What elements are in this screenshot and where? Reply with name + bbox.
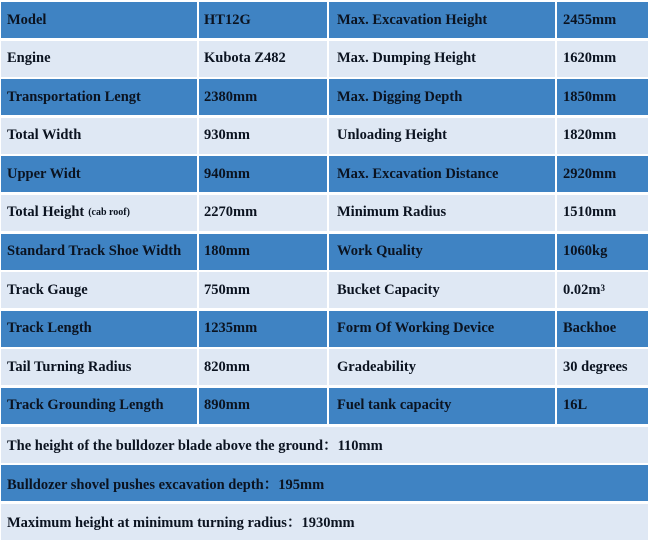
note-text: The height of the bulldozer blade above the ground：110mm <box>7 438 383 455</box>
spec-value: 180mm <box>199 234 329 270</box>
spec-label: Unloading Height <box>329 118 557 154</box>
note-text: Maximum height at minimum turning radius：1930mm <box>7 515 355 532</box>
note-text: Bulldozer shovel pushes excavation depth：195mm <box>7 476 325 493</box>
spec-value: HT12G <box>199 2 329 38</box>
spec-label: Total Height <box>7 204 85 221</box>
spec-value: 1235mm <box>199 311 329 347</box>
spec-label: Transportation Lengt <box>1 79 199 115</box>
note-row-blade-height <box>1 427 648 463</box>
spec-value-cell <box>557 272 648 308</box>
spec-row-track-shoe-width <box>1 234 648 270</box>
spec-label: Max. Excavation Distance <box>329 156 557 192</box>
spec-label-note: (cab roof) <box>88 207 130 219</box>
spec-value: 30 degrees <box>563 358 628 375</box>
spec-label: Upper Widt <box>1 156 199 192</box>
spec-value: 930mm <box>199 118 329 154</box>
spec-label: Track Gauge <box>1 272 199 308</box>
spec-label: Standard Track Shoe Width <box>1 234 199 270</box>
spec-value: 2455mm <box>563 11 617 28</box>
spec-label: Tail Turning Radius <box>1 349 199 385</box>
spec-label: Max. Dumping Height <box>329 41 557 77</box>
spec-label: Model <box>1 2 199 38</box>
spec-label: Engine <box>1 41 199 77</box>
spec-label: Max. Excavation Height <box>329 2 557 38</box>
spec-row-tail-turning-radius <box>1 349 648 385</box>
spec-value: 1620mm <box>563 50 617 67</box>
note-row-max-height-turning <box>1 504 648 540</box>
spec-row-total-height <box>1 195 648 231</box>
spec-row-engine <box>1 41 648 77</box>
spec-row-transportation-length <box>1 79 648 115</box>
spec-value: Backhoe <box>563 320 617 337</box>
spec-value: 890mm <box>199 388 329 424</box>
spec-value: 2270mm <box>199 195 329 231</box>
spec-label-cell <box>1 195 199 231</box>
spec-label: Track Length <box>1 311 199 347</box>
spec-table <box>1 2 648 542</box>
spec-label: Track Grounding Length <box>1 388 199 424</box>
spec-value: 1820mm <box>563 127 617 144</box>
spec-value: Kubota Z482 <box>199 41 329 77</box>
superscript: 3 <box>600 283 605 294</box>
spec-label: Total Width <box>1 118 199 154</box>
spec-label: Max. Digging Depth <box>329 79 557 115</box>
spec-label: Bucket Capacity <box>329 272 557 308</box>
note-row-excavation-depth <box>1 465 648 501</box>
spec-value: 1060kg <box>563 243 608 260</box>
spec-label: Gradeability <box>329 349 557 385</box>
spec-value: 1510mm <box>563 204 617 221</box>
spec-value: 820mm <box>199 349 329 385</box>
spec-value: 0.02m <box>563 281 601 298</box>
spec-value: 940mm <box>199 156 329 192</box>
spec-row-total-width <box>1 118 648 154</box>
spec-value: 750mm <box>199 272 329 308</box>
spec-value: 1850mm <box>563 88 617 105</box>
spec-value: 2380mm <box>199 79 329 115</box>
spec-value: 2920mm <box>563 165 617 182</box>
spec-row-track-gauge <box>1 272 648 308</box>
spec-value: 16L <box>563 397 588 414</box>
spec-label: Form Of Working Device <box>329 311 557 347</box>
spec-label: Work Quality <box>329 234 557 270</box>
spec-label: Fuel tank capacity <box>329 388 557 424</box>
spec-row-track-grounding-length <box>1 388 648 424</box>
spec-label: Minimum Radius <box>329 195 557 231</box>
spec-row-upper-width <box>1 156 648 192</box>
spec-row-track-length <box>1 311 648 347</box>
spec-row-model <box>1 2 648 38</box>
